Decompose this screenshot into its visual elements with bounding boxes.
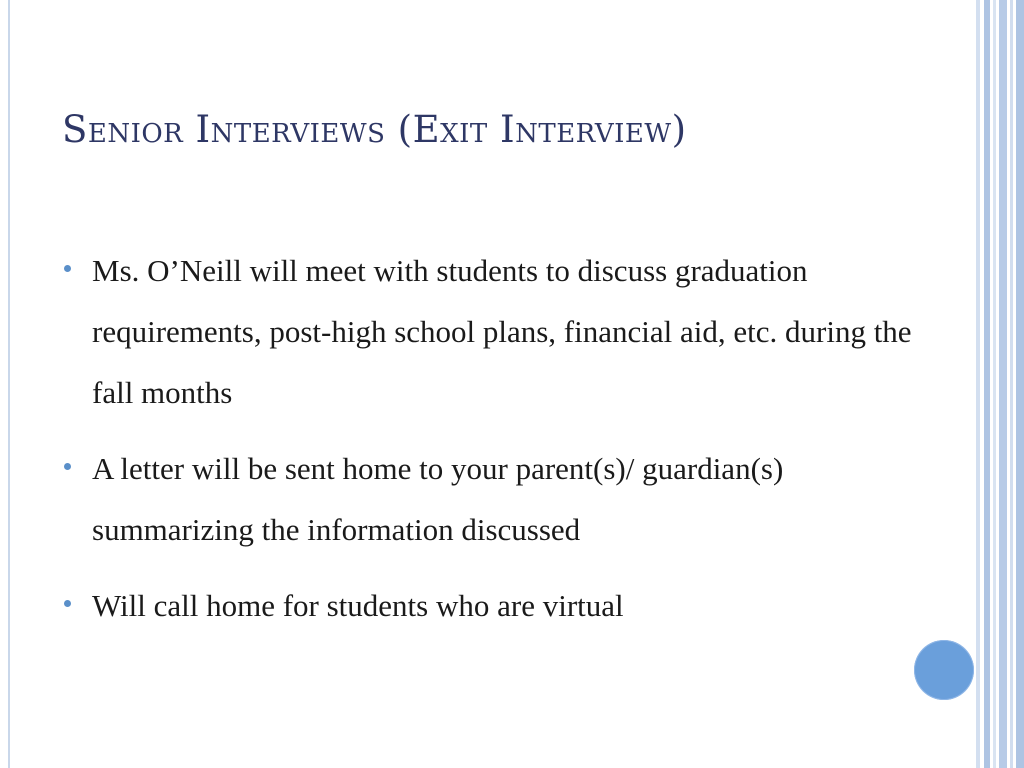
decorative-stripe [999,0,1007,768]
decorative-stripe [1016,0,1024,768]
bullet-item [62,240,942,423]
bullet-text: Will call home for students who are virtual [92,588,624,623]
decorative-stripe [976,0,980,768]
bullet-dot-icon [64,600,71,607]
bullet-text: A letter will be sent home to your parent(s)/ guardian(s) summarizing the information discussed [92,451,784,547]
bullet-text: Ms. O’Neill will meet with students to discuss graduation requirements, post-high school plans, financial aid, etc. during the fall months [92,253,912,410]
decorative-circle [914,640,974,700]
bullet-dot-icon [64,463,71,470]
slide-title: Senior Interviews (Exit Interview) [62,108,687,151]
bullet-dot-icon [64,265,71,272]
decorative-stripe [993,0,996,768]
bullet-list [62,240,942,651]
bullet-item [62,438,942,560]
bullet-item [62,575,942,636]
left-border-rule [8,0,10,768]
decorative-stripe [984,0,990,768]
decorative-stripe [1010,0,1013,768]
